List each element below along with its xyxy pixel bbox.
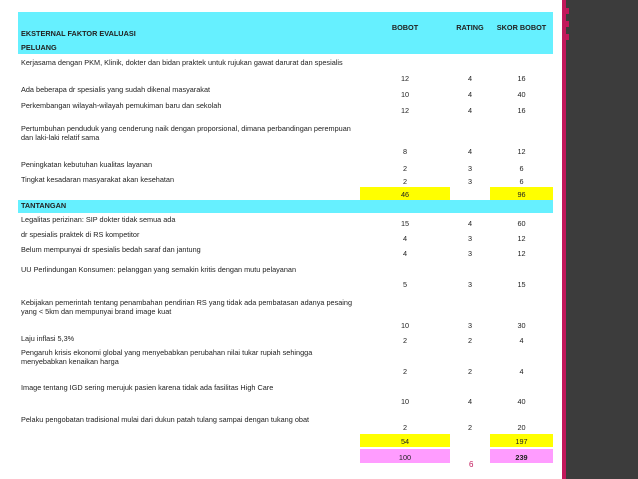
row-text: Pelaku pengobatan tradisional mulai dari dukun patah tulang sampai dengan tukang obat: [21, 415, 310, 424]
row-rating: 3: [467, 177, 473, 186]
table-row: [18, 414, 553, 433]
row-skor: 15: [517, 280, 526, 289]
row-bobot: 12: [400, 106, 410, 115]
row-skor: 20: [517, 423, 526, 432]
row-skor: 60: [517, 219, 526, 228]
row-rating: 4: [467, 74, 473, 83]
row-text: Laju inflasi 5,3%: [21, 334, 75, 343]
row-skor: 4: [519, 367, 524, 376]
table-row: [18, 333, 553, 346]
subtotal-skor: 96: [490, 187, 553, 200]
row-rating: 4: [467, 397, 473, 406]
row-text: Tingkat kesadaran masyarakat akan kesehatan: [21, 175, 175, 184]
table-row: [18, 297, 553, 331]
row-rating: 4: [467, 219, 473, 228]
row-text: Peningkatan kebutuhan kualitas layanan: [21, 160, 153, 169]
row-bobot: 2: [402, 367, 408, 376]
row-rating: 2: [467, 336, 473, 345]
row-rating: 3: [467, 164, 473, 173]
sidebar-accent-line: [562, 0, 566, 479]
table-row: [18, 123, 553, 157]
row-text: Belum mempunyai dr spesialis bedah saraf dan jantung: [21, 245, 201, 254]
table-row: [18, 174, 553, 187]
row-text: UU Perlindungan Konsumen: pelanggan yang semakin kritis dengan mutu pelayanan: [21, 265, 297, 274]
row-skor: 40: [517, 90, 526, 99]
row-rating: 3: [467, 249, 473, 258]
row-skor: 30: [517, 321, 526, 330]
row-skor: 12: [517, 234, 526, 243]
row-rating: 2: [467, 423, 473, 432]
table-row: [18, 100, 553, 116]
row-bobot: 10: [400, 321, 410, 330]
table-row: [18, 382, 553, 407]
row-bobot: 2: [402, 336, 408, 345]
subtotal-row-tantangan: [18, 434, 553, 447]
header-faktor: EKSTERNAL FAKTOR EVALUASI: [21, 29, 136, 38]
row-skor: 16: [517, 106, 526, 115]
row-skor: 4: [519, 336, 524, 345]
header-rating: RATING: [456, 22, 484, 32]
row-bobot: 2: [402, 164, 408, 173]
efe-table: [18, 12, 553, 464]
total-skor: 239: [490, 449, 553, 463]
table-header: [18, 12, 553, 42]
row-text: Kerjasama dengan PKM, Klinik, dokter dan bidan praktek untuk rujukan gawat darurat dan spesialis: [21, 58, 343, 67]
section-label: PELUANG: [21, 43, 57, 52]
row-bobot: 2: [402, 423, 408, 432]
table-row: [18, 229, 553, 244]
total-bobot: 100: [360, 449, 450, 463]
table-row: [18, 347, 553, 377]
page-number: 6: [469, 460, 474, 469]
subtotal-bobot: 46: [360, 187, 450, 200]
row-rating: 4: [467, 106, 473, 115]
row-bobot: 4: [402, 249, 408, 258]
table-row: [18, 244, 553, 259]
row-skor: 12: [517, 147, 526, 156]
row-rating: 4: [467, 147, 473, 156]
row-skor: 6: [519, 164, 524, 173]
sidebar-square-icon: [563, 21, 569, 27]
subtotal-skor: 197: [490, 434, 553, 447]
section-label: TANTANGAN: [21, 201, 67, 210]
slide-sidebar: [562, 0, 638, 479]
table-row: [18, 264, 553, 290]
row-rating: 4: [467, 90, 473, 99]
row-bobot: 12: [400, 74, 410, 83]
row-skor: 12: [517, 249, 526, 258]
row-text: Kebijakan pemerintah tentang penambahan pendirian RS yang tidak ada pembatasan adanya pesaing yang < 5km dan mempunyai brand image kuat: [21, 298, 353, 316]
row-skor: 16: [517, 74, 526, 83]
row-bobot: 5: [402, 280, 408, 289]
section-tantangan: [18, 200, 553, 213]
row-text: Image tentang IGD sering merujuk pasien karena tidak ada fasilitas High Care: [21, 383, 274, 392]
row-text: Pengaruh krisis ekonomi global yang menyebabkan perubahan nilai tukar rupiah sehingga menyebabkan kenaikan harga: [21, 348, 313, 366]
row-bobot: 4: [402, 234, 408, 243]
row-bobot: 2: [402, 177, 408, 186]
row-rating: 3: [467, 280, 473, 289]
row-bobot: 8: [402, 147, 408, 156]
row-rating: 3: [467, 321, 473, 330]
row-skor: 40: [517, 397, 526, 406]
header-skor: SKOR BOBOT: [496, 22, 547, 32]
sidebar-square-icon: [563, 8, 569, 14]
row-skor: 6: [519, 177, 524, 186]
sidebar-square-icon: [563, 34, 569, 40]
table-row: [18, 159, 553, 174]
row-text: Legalitas perizinan: SIP dokter tidak semua ada: [21, 215, 176, 224]
row-text: Ada beberapa dr spesialis yang sudah dikenal masyarakat: [21, 85, 211, 94]
table-row: [18, 57, 553, 84]
row-rating: 2: [467, 367, 473, 376]
header-bobot: BOBOT: [391, 22, 419, 32]
row-bobot: 10: [400, 90, 410, 99]
row-bobot: 10: [400, 397, 410, 406]
row-bobot: 15: [400, 219, 410, 228]
row-text: dr spesialis praktek di RS kompetitor: [21, 230, 140, 239]
table-row: [18, 84, 553, 100]
section-peluang: [18, 42, 553, 54]
row-text: Perkembangan wilayah-wilayah pemukiman baru dan sekolah: [21, 101, 222, 110]
table-row: [18, 214, 553, 229]
subtotal-row-peluang: [18, 187, 553, 200]
subtotal-bobot: 54: [360, 434, 450, 447]
row-text: Pertumbuhan penduduk yang cenderung naik dengan proporsional, dimana perbandingan perempuan dan laki-laki relatif sama: [21, 124, 351, 142]
row-rating: 3: [467, 234, 473, 243]
